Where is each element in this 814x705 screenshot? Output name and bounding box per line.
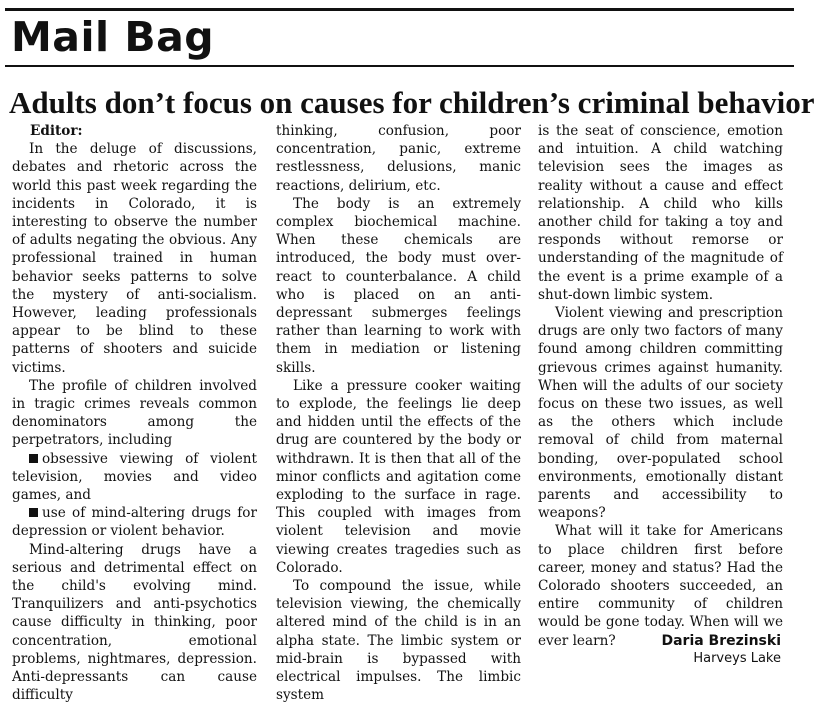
paragraph: Like a pressure cooker waiting to explode, the feelings lie deep and hidden until the effects of the drug are countered by the body or withdrawn. It is then that all of the minor conflicts and agitation come exploding to the surface in rage. This coupled with images from violent television and movie viewing creates tragedies such as Colorado.	[276, 377, 521, 576]
paragraph: The body is an extremely complex biochemical machine. When these chemicals are introduced, the body must over-react to counterbalance. A child who is placed on an anti-depressant submerges feelings rather than learning to work with them in mediation or listening skills.	[276, 195, 521, 376]
paragraph: In the deluge of discussions, debates and rhetoric across the world this past week regarding the incidents in Colorado, it is interesting to observe the number of adults negating the obvious. Any professional trained in human behavior seeks patterns to solve the mystery of anti-socialism. However, leading professionals appear to be blind to these patterns of shooters and suicide victims.	[12, 141, 257, 376]
paragraph: The profile of children involved in tragic crimes reveals common denominators among the perpetrators, including	[12, 377, 257, 449]
article-headline: Adults don’t focus on causes for children’s criminal behavior	[9, 85, 814, 120]
section-banner	[5, 8, 794, 67]
paragraph: To compound the issue, while television viewing, the chemically altered mind of the child is in an alpha state. The limbic system or mid-brain is bypassed with electrical impulses. The limbic system	[276, 578, 521, 704]
signature-block	[538, 632, 783, 668]
letter-writer-location: Harveys Lake	[693, 651, 781, 667]
bullet-text: obsessive viewing of violent television, movies and video games, and	[12, 450, 257, 504]
paragraph-continued: is the seat of conscience, emotion and intuition. A child watching television sees the images as reality without a cause and effect relationship. A child who kills another child for taking a toy and responds without remorse or understanding of the magnitude of the event is a prime example of a shut-down limbic system.	[538, 123, 783, 303]
paragraph: What will it take for Americans to place children first before career, money and status? Had the Colorado shooters succeeded, an entire community of children would be gone today. When will we ever learn?	[538, 523, 783, 649]
paragraph: Violent viewing and prescription drugs are only two factors of many found among children committing grievous crimes against humanity. When will the adults of our society focus on these two issues, as well as the others which include removal of child from maternal bonding, over-populated school environments, emotionally distant parents and accessibility to weapons?	[538, 305, 783, 522]
salutation: Editor:	[30, 123, 83, 139]
paragraph-continued: thinking, confusion, poor concentration, panic, extreme restlessness, delusions, manic reactions, delirium, etc.	[276, 123, 521, 194]
letter-writer-name: Daria Brezinski	[661, 632, 781, 649]
article-column-1	[12, 122, 257, 704]
bullet-square-icon	[29, 508, 38, 517]
bullet-item	[12, 450, 257, 505]
paragraph: Mind-altering drugs have a serious and detrimental effect on the child's evolving mind. Tranquilizers and anti-psychotics cause difficulty in thinking, poor concentration, emotional problems, nightmares, depression. Anti-depressants can cause difficulty	[12, 541, 257, 704]
article-column-2	[276, 122, 521, 704]
bullet-square-icon	[29, 454, 38, 463]
bullet-text: use of mind-altering drugs for depression or violent behavior.	[12, 505, 257, 540]
section-title: Mail Bag	[11, 13, 215, 61]
article-column-3	[538, 122, 783, 667]
bullet-item	[12, 504, 257, 540]
